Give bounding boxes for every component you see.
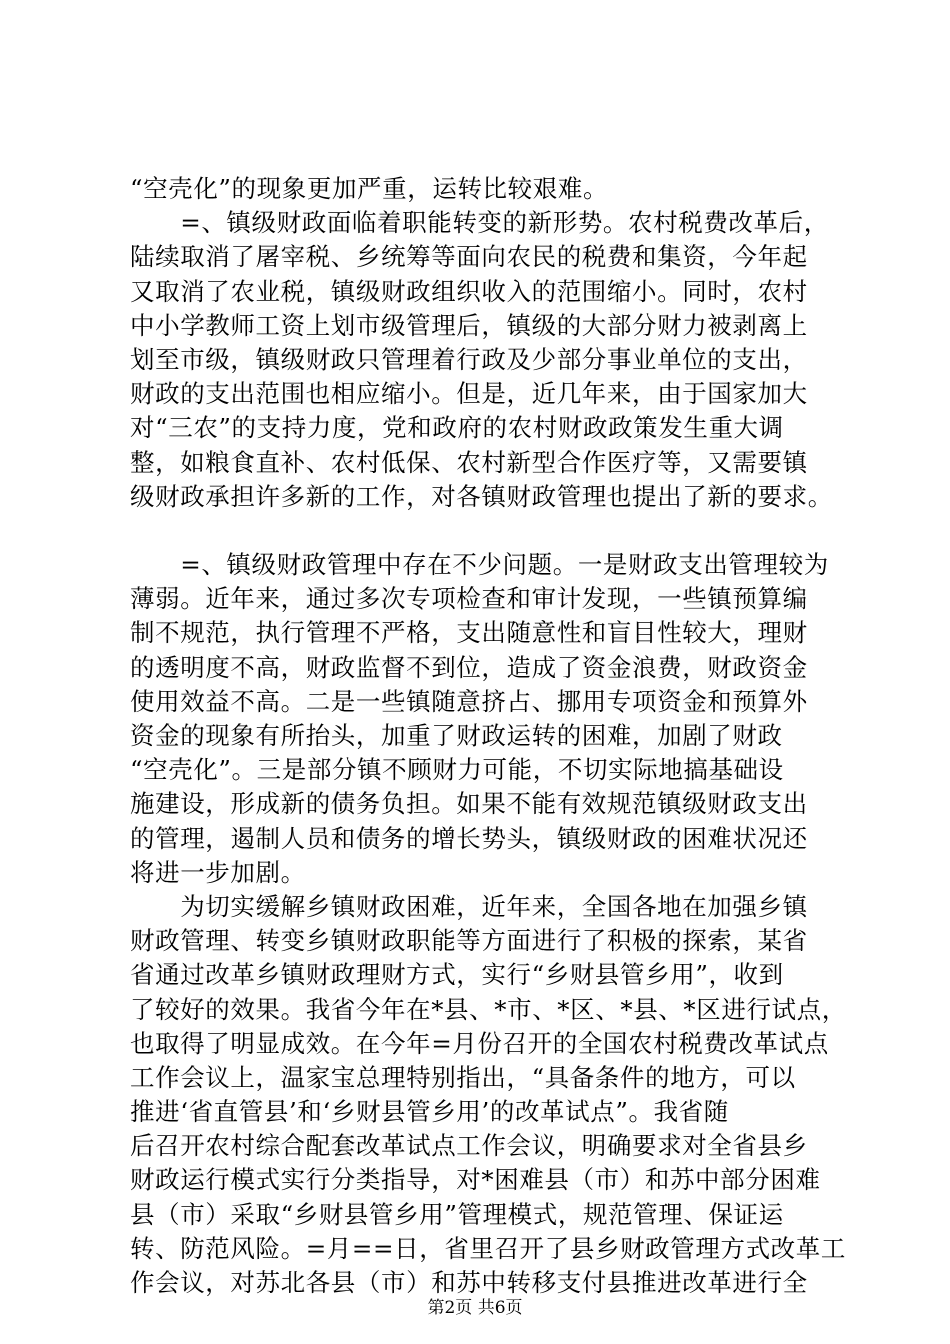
blank-line: [130, 514, 840, 548]
text-line: 将进一步加剧。: [130, 857, 306, 887]
text-line: 推进‘省直管县’和‘乡财县管乡用’的改革试点”。我省随: [130, 1097, 729, 1127]
text-line: 薄弱。近年来，通过多次专项检查和审计发现，一些镇预算编: [130, 584, 808, 614]
text-line: =、镇级财政管理中存在不少问题。一是财政支出管理较为: [130, 550, 829, 580]
text-line: 为切实缓解乡镇财政困难，近年来，全国各地在加强乡镇: [130, 891, 808, 921]
text-line: “空壳化”的现象更加严重，运转比较艰难。: [130, 174, 609, 203]
text-line: 中小学教师工资上划市级管理后，镇级的大部分财力被剥离上: [130, 310, 808, 340]
text-line: 省通过改革乡镇财政理财方式，实行“乡财县管乡用”，收到: [130, 960, 784, 990]
text-line: 陆续取消了屠宰税、乡统筹等面向农民的税费和集资，今年起: [130, 242, 808, 272]
text-line: 资金的现象有所抬头，加重了财政运转的困难，加剧了财政: [130, 721, 783, 750]
text-line: 县（市）采取“乡财县管乡用”管理模式，规范管理、保证运: [130, 1199, 784, 1229]
text-line: 的管理，遏制人员和债务的增长势头，镇级财政的困难状况还: [130, 823, 808, 853]
text-line: “空壳化”。三是部分镇不顾财力可能，不切实际地搞基础设: [130, 755, 784, 785]
text-line: 也取得了明显成效。在今年=月份召开的全国农村税费改革试点: [130, 1028, 829, 1058]
text-line: 财政运行模式实行分类指导，对*困难县（市）和苏中部分困难: [130, 1165, 821, 1195]
page-number-footer: 第2页 共6页: [427, 1298, 523, 1318]
text-line: 的透明度不高，财政监督不到位，造成了资金浪费，财政资金: [130, 652, 808, 682]
text-line: =、镇级财政面临着职能转变的新形势。农村税费改革后，: [130, 208, 829, 238]
text-line: 级财政承担许多新的工作，对各镇财政管理也提出了新的要求。: [130, 481, 833, 511]
document-body: [130, 172, 847, 1300]
text-line: 财政的支出范围也相应缩小。但是，近几年来，由于国家加大: [130, 379, 808, 409]
text-line: 了较好的效果。我省今年在*县、*市、*区、*县、*区进行试点，: [130, 994, 847, 1024]
text-line: 制不规范，执行管理不严格，支出随意性和盲目性较大，理财: [130, 618, 808, 648]
text-line: 划至市级，镇级财政只管理着行政及少部分事业单位的支出，: [130, 344, 808, 374]
text-line: 转、防范风险。=月==日，省里召开了县乡财政管理方式改革工: [130, 1233, 846, 1263]
text-line: 施建设，形成新的债务负担。如果不能有效规范镇级财政支出: [130, 789, 808, 819]
text-line: 整，如粮食直补、农村低保、农村新型合作医疗等，又需要镇: [130, 447, 808, 477]
text-line: 对“三农”的支持力度，党和政府的农村财政政策发生重大调: [130, 413, 784, 443]
text-line: 作会议，对苏北各县（市）和苏中转移支付县推进改革进行全: [130, 1268, 808, 1297]
text-line: 又取消了农业税，镇级财政组织收入的范围缩小。同时，农村: [130, 276, 808, 306]
text-line: 后召开农村综合配套改革试点工作会议，明确要求对全省县乡: [130, 1131, 808, 1161]
text-line: 使用效益不高。二是一些镇随意挤占、挪用专项资金和预算外: [130, 686, 808, 716]
text-line: 财政管理、转变乡镇财政职能等方面进行了积极的探索，某省: [130, 926, 808, 956]
text-line: 工作会议上，温家宝总理特别指出，“具备条件的地方，可以: [130, 1062, 796, 1092]
